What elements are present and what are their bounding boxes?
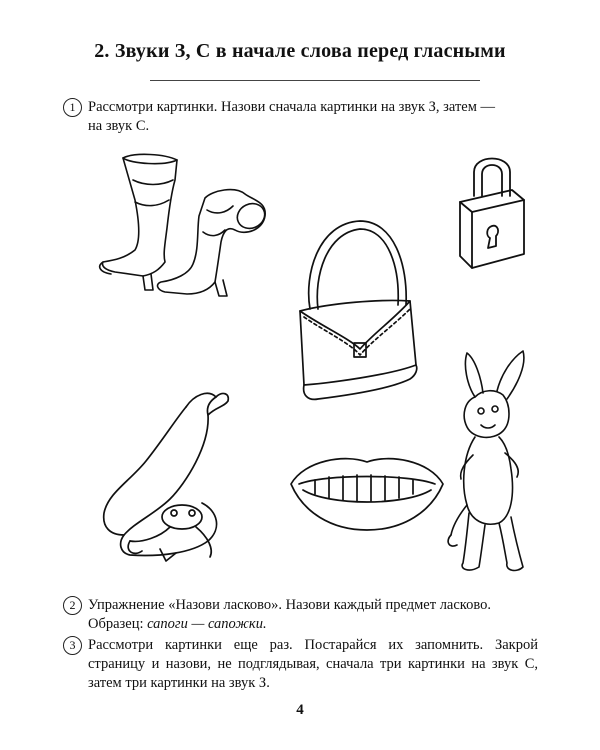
section-title: 2. Звуки З, С в начале слова перед гласными xyxy=(94,40,506,62)
task-2-sample xyxy=(88,615,538,634)
hare-picture xyxy=(445,345,540,580)
page-number: 4 xyxy=(296,702,304,718)
boots-picture xyxy=(95,150,275,305)
task-2 xyxy=(69,596,538,634)
task-3-text: Рассмотри картинки еще раз. Постарайся их запомнить. Закрой страницу и назови, не подглядывая, сначала три картинки на звук С, затем три картинки на звук З. xyxy=(88,637,538,691)
title-divider xyxy=(150,80,480,81)
task-number-1: 1 xyxy=(63,98,82,117)
sample-text: сапоги — сапожки. xyxy=(147,616,267,632)
task-number-2: 2 xyxy=(63,596,82,615)
task-3 xyxy=(69,636,538,693)
sample-label: Образец: xyxy=(88,616,144,632)
catfish-picture xyxy=(90,385,240,575)
task-2-line-1: Упражнение «Назови ласково». Назови каждый предмет ласково. xyxy=(88,597,491,613)
task-1-line-2: на звук С. xyxy=(88,118,150,134)
task-number-3: 3 xyxy=(63,636,82,655)
teeth-picture xyxy=(285,450,450,535)
task-1 xyxy=(69,98,538,136)
bag-picture xyxy=(290,215,420,405)
lock-picture xyxy=(450,150,535,275)
task-1-line-1: Рассмотри картинки. Назови сначала картинки на звук З, затем — xyxy=(88,99,496,115)
